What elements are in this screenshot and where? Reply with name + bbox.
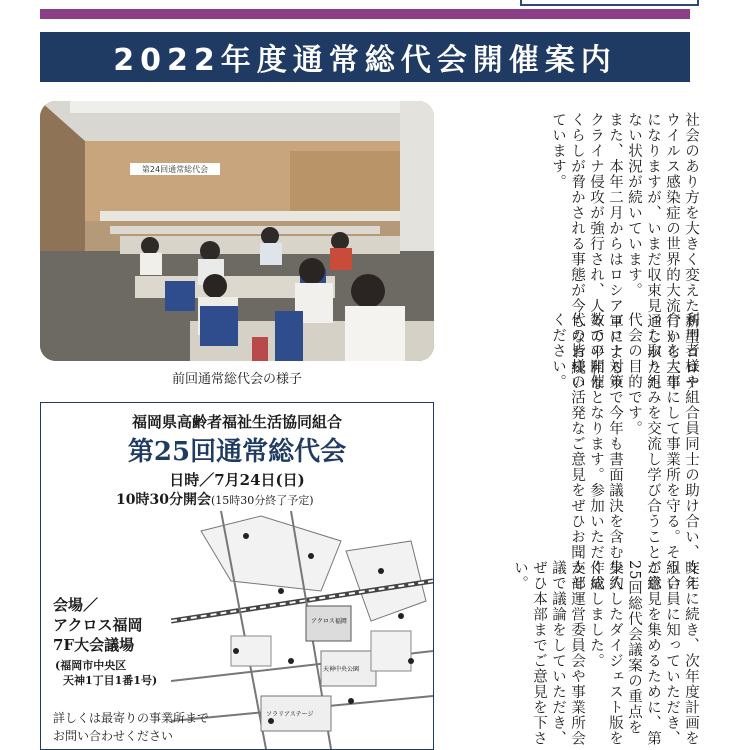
map-label-park: 天神中央公園 [323,666,360,673]
title-banner [40,32,690,82]
notice-time-row [116,489,314,509]
notice-time: 10時30分開会 [116,492,211,508]
meeting-notice-box [40,402,434,750]
venue-label-line: アクロス福岡 [53,616,143,634]
contact-line: お問い合わせください [53,729,174,743]
contact-line: 詳しくは最寄りの事業所まで [53,711,210,725]
meeting-photo-illustration [40,101,434,361]
article-section-2: 利用者様や組合員同士の助け合い、支え合いを大事にして事業所を守る。そういった取り組みを交流し学び合うことが総代会の目的です。 コロナ対策で今年も書面議決を含む少人数での開催となります。参加いただく総代の皆様の活発なご意見をぜひお聞かせください。 [550,312,699,591]
venue-address [55,658,157,688]
page-title: 2022年度通常総代会開催案内 [113,43,617,78]
article-section-1: 社会のあり方を大きく変えた新型コロナウイルス感染症の世界的大流行から三年になりますが、いまだ収束見通しがたたない状況が続いています。 また、本年二月からはロシア軍によるウクライナ侵攻が強行され、人々の平和なくらしが脅かされる事態が今もなお続いています。 [550,112,699,391]
map-label-solaria: ソラリアステージ [266,711,314,718]
notice-time-note: (15時30分終了予定) [210,494,314,507]
header-tab-decoration [520,0,699,6]
notice-organization: 福岡県高齢者福祉生活協同組合 [131,413,342,431]
photo-caption: 前回通常総代会の様子 [171,372,302,387]
venue-label-line: 会場／ [53,596,99,614]
venue-address-line: 天神1丁目1番1号) [63,674,158,687]
contact-note [53,709,209,745]
venue-label-line: 7F大会議場 [53,636,135,654]
article-body [434,100,700,750]
map-label-acros: アクロス福岡 [311,618,347,625]
meeting-photo [40,101,434,361]
notice-title: 第25回通常総代会 [127,437,347,467]
venue-address-line: (福岡市中央区 [55,659,127,672]
photo-banner-text: 第24回通常総代会 [141,165,209,174]
venue-label [53,595,143,655]
article-section-3: 昨年に続き、次年度計画を組合員に知っていただき、ご意見を集めるために、第25回総代会議案の重点を集約したダイジェスト版を作成しました。 支部運営委員会や事業所会議で議論をしていただき、ぜひ本部までご意見を下さい。 [512,560,699,746]
notice-date: 日時／7月24日(日) [169,471,305,489]
header-stripe [40,9,690,19]
venue-map [171,511,433,749]
